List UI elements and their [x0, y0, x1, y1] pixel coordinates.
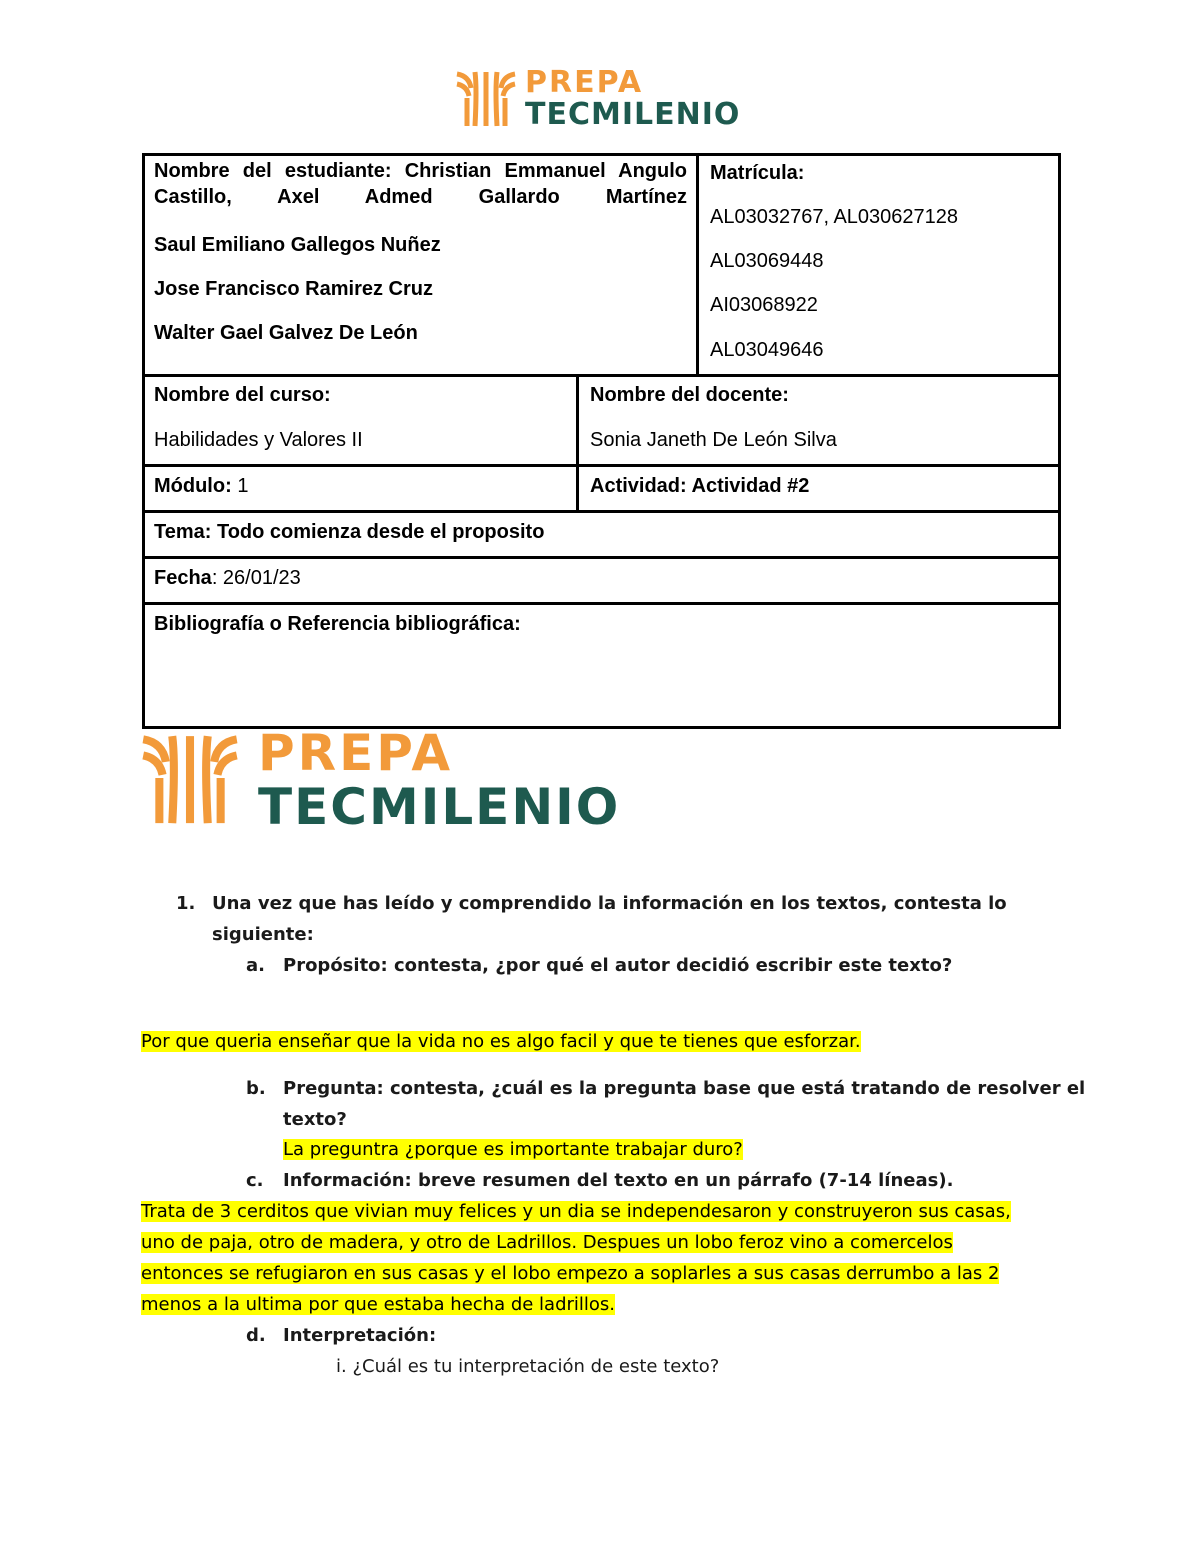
b-answer: La preguntra ¿porque es importante trabajar duro? [283, 1139, 743, 1160]
c-answer-line: Trata de 3 cerditos que vivian muy felices y un dia se independesaron y construyeron sus casas, [141, 1201, 1011, 1222]
students-label: Nombre del estudiante: [154, 160, 392, 182]
logo-mark-icon [140, 728, 240, 828]
tema-cell [145, 515, 553, 549]
docente-value: Sonia Janeth De León Silva [590, 429, 837, 451]
prepa-tecmilenio-logo [455, 65, 741, 132]
tema-value: Todo comienza desde el proposito [216, 521, 545, 543]
c-number: c. [246, 1170, 264, 1191]
logo-mark-icon [455, 68, 517, 128]
d-number: d. [246, 1325, 266, 1346]
matricula-value: AL03069448 [710, 250, 824, 272]
curso-value: Habilidades y Valores II [154, 429, 363, 451]
docente-label: Nombre del docente: [590, 384, 789, 406]
c-answer-line: uno de paja, otro de madera, y otro de Ladrillos. Despues un lobo feroz vino a comercelos [141, 1232, 953, 1253]
prepa-tecmilenio-logo-large [140, 724, 621, 836]
student-name: Jose Francisco Ramirez Cruz [154, 278, 433, 300]
fecha-label: Fecha [154, 567, 212, 589]
a-answer: Por que queria enseñar que la vida no es algo facil y que te tienes que esforzar. [141, 1031, 861, 1052]
student-name: Christian Emmanuel Angulo Castillo, Axel Admed Gallardo Martínez [154, 160, 687, 208]
matricula-label: Matrícula: [710, 162, 805, 184]
actividad-cell [581, 469, 818, 503]
logo-prepa-text: PREPA [258, 724, 454, 782]
students-cell-continued [145, 182, 696, 190]
a-number: a. [246, 955, 265, 976]
logo-tecmilenio-text: TECMILENIO [258, 778, 621, 836]
b-number: b. [246, 1078, 266, 1099]
modulo-label: Módulo: [154, 475, 232, 497]
student-name: Walter Gael Galvez De León [154, 322, 418, 344]
modulo-value: 1 [237, 475, 249, 497]
tema-label: Tema: [154, 521, 212, 543]
actividad-label: Actividad: [590, 475, 687, 497]
student-name: Saul Emiliano Gallegos Nuñez [154, 234, 441, 256]
c-question: Información: breve resumen del texto en un párrafo (7-14 líneas). [283, 1170, 954, 1191]
c-answer-line: entonces se refugiaron en sus casas y el lobo empezo a soplarles a sus casas derrumbo a las 2 [141, 1263, 1000, 1284]
d-question: Interpretación: [283, 1325, 437, 1346]
curso-label: Nombre del curso: [154, 384, 331, 406]
matricula-value: AL03049646 [710, 339, 824, 361]
b-line2: texto? [283, 1109, 347, 1130]
fecha-cell [145, 561, 310, 595]
bibliografia-label: Bibliografía o Referencia bibliográfica: [154, 613, 521, 635]
i-question: i. ¿Cuál es tu interpretación de este texto? [336, 1356, 720, 1377]
fecha-value: : 26/01/23 [211, 567, 301, 589]
matricula-value: AI03068922 [710, 294, 818, 316]
matricula-value: AL03032767, AL030627128 [710, 206, 959, 228]
b-line1: Pregunta: contesta, ¿cuál es la pregunta base que está tratando de resolver el [283, 1078, 1086, 1099]
modulo-cell [145, 469, 257, 503]
q1-line2: siguiente: [212, 924, 314, 945]
q1-line1: Una vez que has leído y comprendido la información en los textos, contesta lo [212, 893, 1007, 914]
actividad-value: Actividad #2 [691, 475, 810, 497]
logo-tecmilenio-text: TECMILENIO [525, 97, 741, 132]
logo-prepa-text: PREPA [525, 65, 644, 100]
a-question: Propósito: contesta, ¿por qué el autor decidió escribir este texto? [283, 955, 953, 976]
q1-number: 1. [176, 893, 196, 914]
c-answer-line: menos a la ultima por que estaba hecha de ladrillos. [141, 1294, 616, 1315]
